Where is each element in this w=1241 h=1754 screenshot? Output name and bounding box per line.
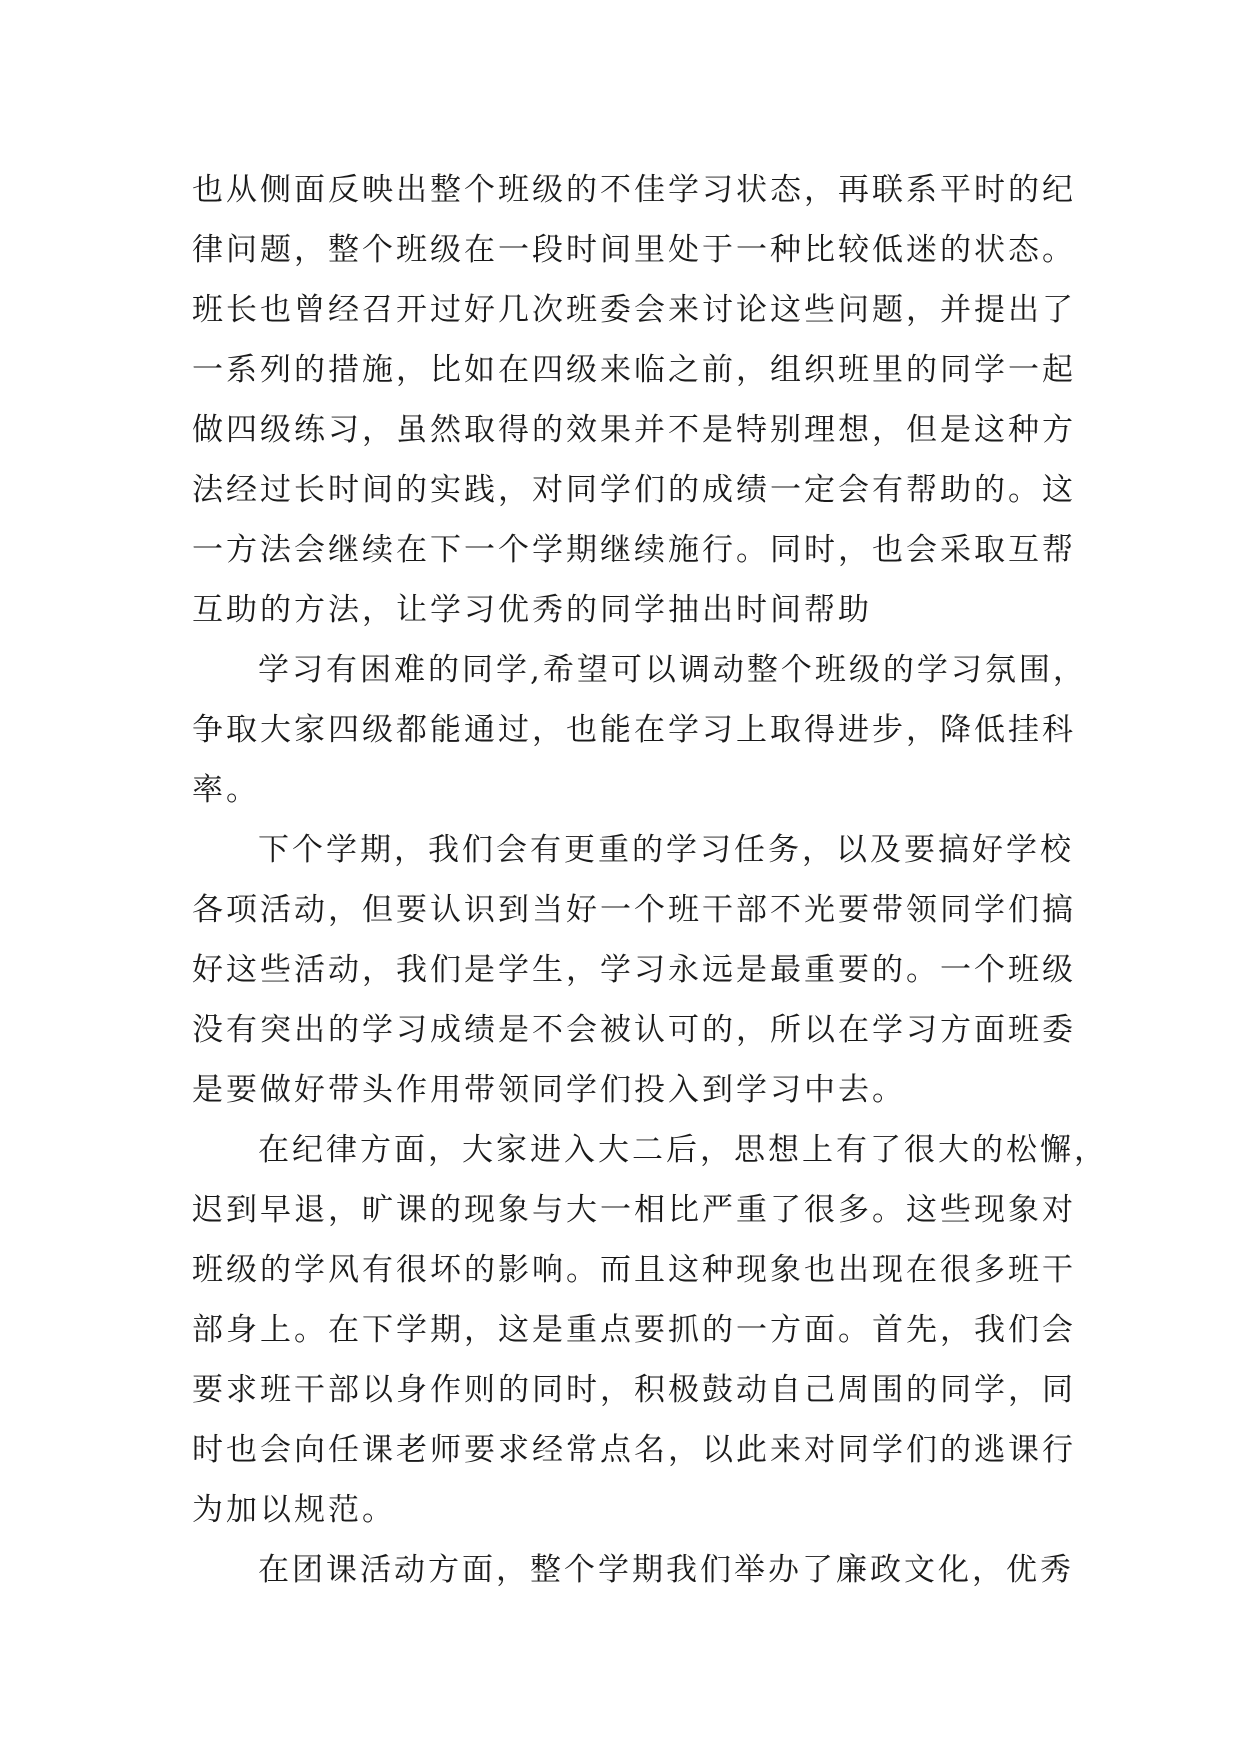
text-line: 各项活动，但要认识到当好一个班干部不光要带领同学们搞: [192, 892, 1076, 928]
text-line: 一系列的措施，比如在四级来临之前，组织班里的同学一起: [192, 352, 1076, 388]
text-line: 也从侧面反映出整个班级的不佳学习状态，再联系平时的纪: [192, 172, 1076, 208]
text-line: 法经过长时间的实践，对同学们的成绩一定会有帮助的。这: [192, 472, 1076, 508]
text-line: 律问题，整个班级在一段时间里处于一种比较低迷的状态。: [192, 232, 1076, 268]
text-line: 率。: [192, 772, 260, 808]
text-line: 一方法会继续在下一个学期继续施行。同时，也会采取互帮: [192, 532, 1076, 568]
paragraph-first-line: 在团课活动方面，整个学期我们举办了廉政文化，优秀: [258, 1552, 1074, 1588]
text-line: 互助的方法，让学习优秀的同学抽出时间帮助: [192, 592, 872, 628]
text-line: 迟到早退，旷课的现象与大一相比严重了很多。这些现象对: [192, 1192, 1076, 1228]
text-line: 班长也曾经召开过好几次班委会来讨论这些问题，并提出了: [192, 292, 1076, 328]
text-line: 班级的学风有很坏的影响。而且这种现象也出现在很多班干: [192, 1252, 1076, 1288]
paragraph-first-line: 在纪律方面，大家进入大二后，思想上有了很大的松懈，: [258, 1132, 1108, 1168]
paragraph-first-line: 下个学期，我们会有更重的学习任务，以及要搞好学校: [258, 832, 1074, 868]
paragraph-first-line: 学习有困难的同学,希望可以调动整个班级的学习氛围，: [258, 652, 1087, 688]
text-line: 时也会向任课老师要求经常点名，以此来对同学们的逃课行: [192, 1432, 1076, 1468]
text-line: 部身上。在下学期，这是重点要抓的一方面。首先，我们会: [192, 1312, 1076, 1348]
text-line: 好这些活动，我们是学生，学习永远是最重要的。一个班级: [192, 952, 1076, 988]
body-text: [192, 160, 1108, 1600]
text-line: 做四级练习，虽然取得的效果并不是特别理想，但是这种方: [192, 412, 1076, 448]
text-line: 是要做好带头作用带领同学们投入到学习中去。: [192, 1072, 906, 1108]
text-line: 没有突出的学习成绩是不会被认可的，所以在学习方面班委: [192, 1012, 1076, 1048]
text-line: 争取大家四级都能通过，也能在学习上取得进步，降低挂科: [192, 712, 1076, 748]
text-line: 为加以规范。: [192, 1492, 396, 1528]
text-line: 要求班干部以身作则的同时，积极鼓动自己周围的同学，同: [192, 1372, 1076, 1408]
